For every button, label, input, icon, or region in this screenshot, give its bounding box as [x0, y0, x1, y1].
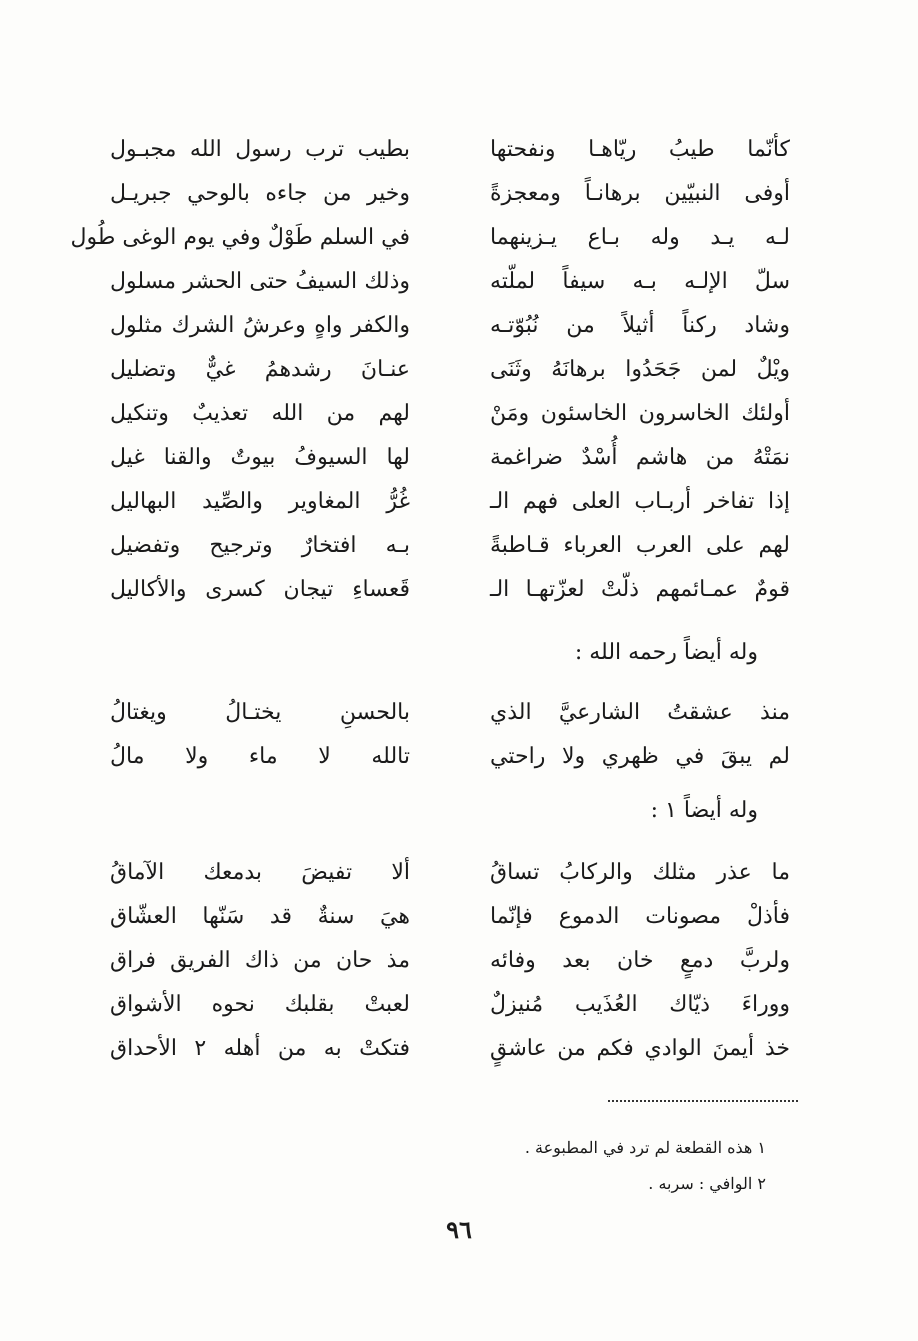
verse-second-hemistich: هيَ سنةٌ قد سَنّها العشّاق	[110, 903, 410, 929]
verse-first-hemistich: أولئك الخاسرون الخاسئون ومَنْ	[490, 400, 790, 426]
verse-second-hemistich: بـه افتخارٌ وترجيح وتفضيل	[110, 532, 410, 558]
verse-second-hemistich: بالحسنِ يختـالُ ويغتالُ	[110, 699, 410, 725]
verse-first-hemistich: سلّ الإلـه بـه سيفاً لملّته	[490, 268, 790, 294]
verse-first-hemistich: لـه يـد وله بـاع يـزينهما	[490, 224, 790, 250]
verse-first-hemistich: لم يبقَ في ظهري ولا راحتي	[490, 743, 790, 769]
verse-first-hemistich: ووراءَ ذيّاك العُذَيب مُنيزلٌ	[490, 991, 790, 1017]
verse-first-hemistich: منذ عشقتُ الشارعيَّ الذي	[490, 699, 790, 725]
verse	[110, 567, 790, 611]
verse-second-hemistich: ألا تفيضَ بدمعك الآماقُ	[110, 859, 410, 885]
page-number: ٩٦	[446, 1215, 472, 1244]
footnotes	[525, 1130, 766, 1202]
verse	[110, 391, 790, 435]
verse-first-hemistich: وشاد ركناً أثيلاً من نُبُوّتـه	[490, 312, 790, 338]
poem-stanza-1	[70, 127, 790, 611]
section-heading: وله أيضاً رحمه الله :	[574, 640, 758, 665]
verse	[110, 734, 790, 778]
verse-first-hemistich: نمَتْهُ من هاشم أُسْدٌ ضراغمة	[490, 444, 790, 470]
verse	[110, 347, 790, 391]
verse-first-hemistich: لهم على العرب العرباء قـاطبةً	[490, 532, 790, 558]
verse	[110, 479, 790, 523]
footnote: ١ هذه القطعة لم ترد في المطبوعة .	[524, 1138, 766, 1157]
verse-first-hemistich: ولربَّ دمعٍ خان بعد وفائه	[490, 947, 790, 973]
verse-first-hemistich: ما عذر مثلك والركابُ تساقُ	[490, 859, 790, 885]
footnote-divider	[608, 1100, 798, 1102]
verse-first-hemistich: كأنّما طيبُ ريّاهـا ونفحتها	[490, 136, 790, 162]
verse-second-hemistich: والكفر واهٍ وعرشُ الشرك مثلول	[110, 312, 410, 338]
verse-first-hemistich: إذا تفاخر أربـاب العلى فهم الـ	[490, 488, 790, 514]
verse	[110, 127, 790, 171]
verse	[110, 982, 790, 1026]
verse-second-hemistich: عنـانَ رشدهمُ غيٌّ وتضليل	[110, 356, 410, 382]
footnote: ٢ الوافي : سربه .	[648, 1174, 766, 1193]
section-heading: وله أيضاً ١ :	[650, 798, 758, 823]
verse-second-hemistich: وخير من جاءه بالوحي جبريـل	[110, 180, 410, 206]
verse	[110, 894, 790, 938]
verse-second-hemistich: في السلم طَوْلٌ وفي يوم الوغى طُول	[70, 224, 410, 250]
verse-second-hemistich: لهم من الله تعذيبٌ وتنكيل	[110, 400, 410, 426]
verse	[110, 303, 790, 347]
verse	[110, 850, 790, 894]
verse	[110, 171, 790, 215]
verse	[110, 259, 790, 303]
verse-second-hemistich: مذ حان من ذاك الفريق فراق	[110, 947, 410, 973]
verse	[110, 690, 790, 734]
verse-first-hemistich: ويْلٌ لمن جَحَدُوا برهانَهُ وثَنَى	[490, 356, 790, 382]
poem-stanza-3	[110, 850, 790, 1070]
verse-second-hemistich: بطيب ترب رسول الله مجبـول	[110, 136, 410, 162]
verse-first-hemistich: فأذلْ مصونات الدموع فإنّما	[490, 903, 790, 929]
verse-second-hemistich: قَعساءِ تيجان كسرى والأكاليل	[110, 576, 410, 602]
poem-stanza-2	[110, 690, 790, 778]
verse	[110, 523, 790, 567]
verse-second-hemistich: فتكتْ به من أهله ٢ الأحداق	[110, 1035, 411, 1061]
verse-second-hemistich: غُرُّ المغاوير والصِّيد البهاليل	[110, 488, 410, 514]
verse-first-hemistich: خذ أيمنَ الوادي فكم من عاشقٍ	[490, 1035, 790, 1061]
verse	[110, 1026, 790, 1070]
verse	[70, 215, 790, 259]
verse-second-hemistich: لها السيوفُ بيوتٌ والقنا غيل	[110, 444, 410, 470]
verse-second-hemistich: تالله لا ماء ولا مالُ	[110, 743, 410, 769]
verse-first-hemistich: أوفى النبيّين برهانـاً ومعجزةً	[490, 180, 790, 206]
verse	[110, 938, 790, 982]
verse-second-hemistich: لعبتْ بقلبك نحوه الأشواق	[110, 991, 410, 1017]
verse-first-hemistich: قومٌ عمـائمهم ذلّتْ لعزّتهـا الـ	[490, 576, 790, 602]
verse	[110, 435, 790, 479]
verse-second-hemistich: وذلك السيفُ حتى الحشر مسلول	[110, 268, 410, 294]
